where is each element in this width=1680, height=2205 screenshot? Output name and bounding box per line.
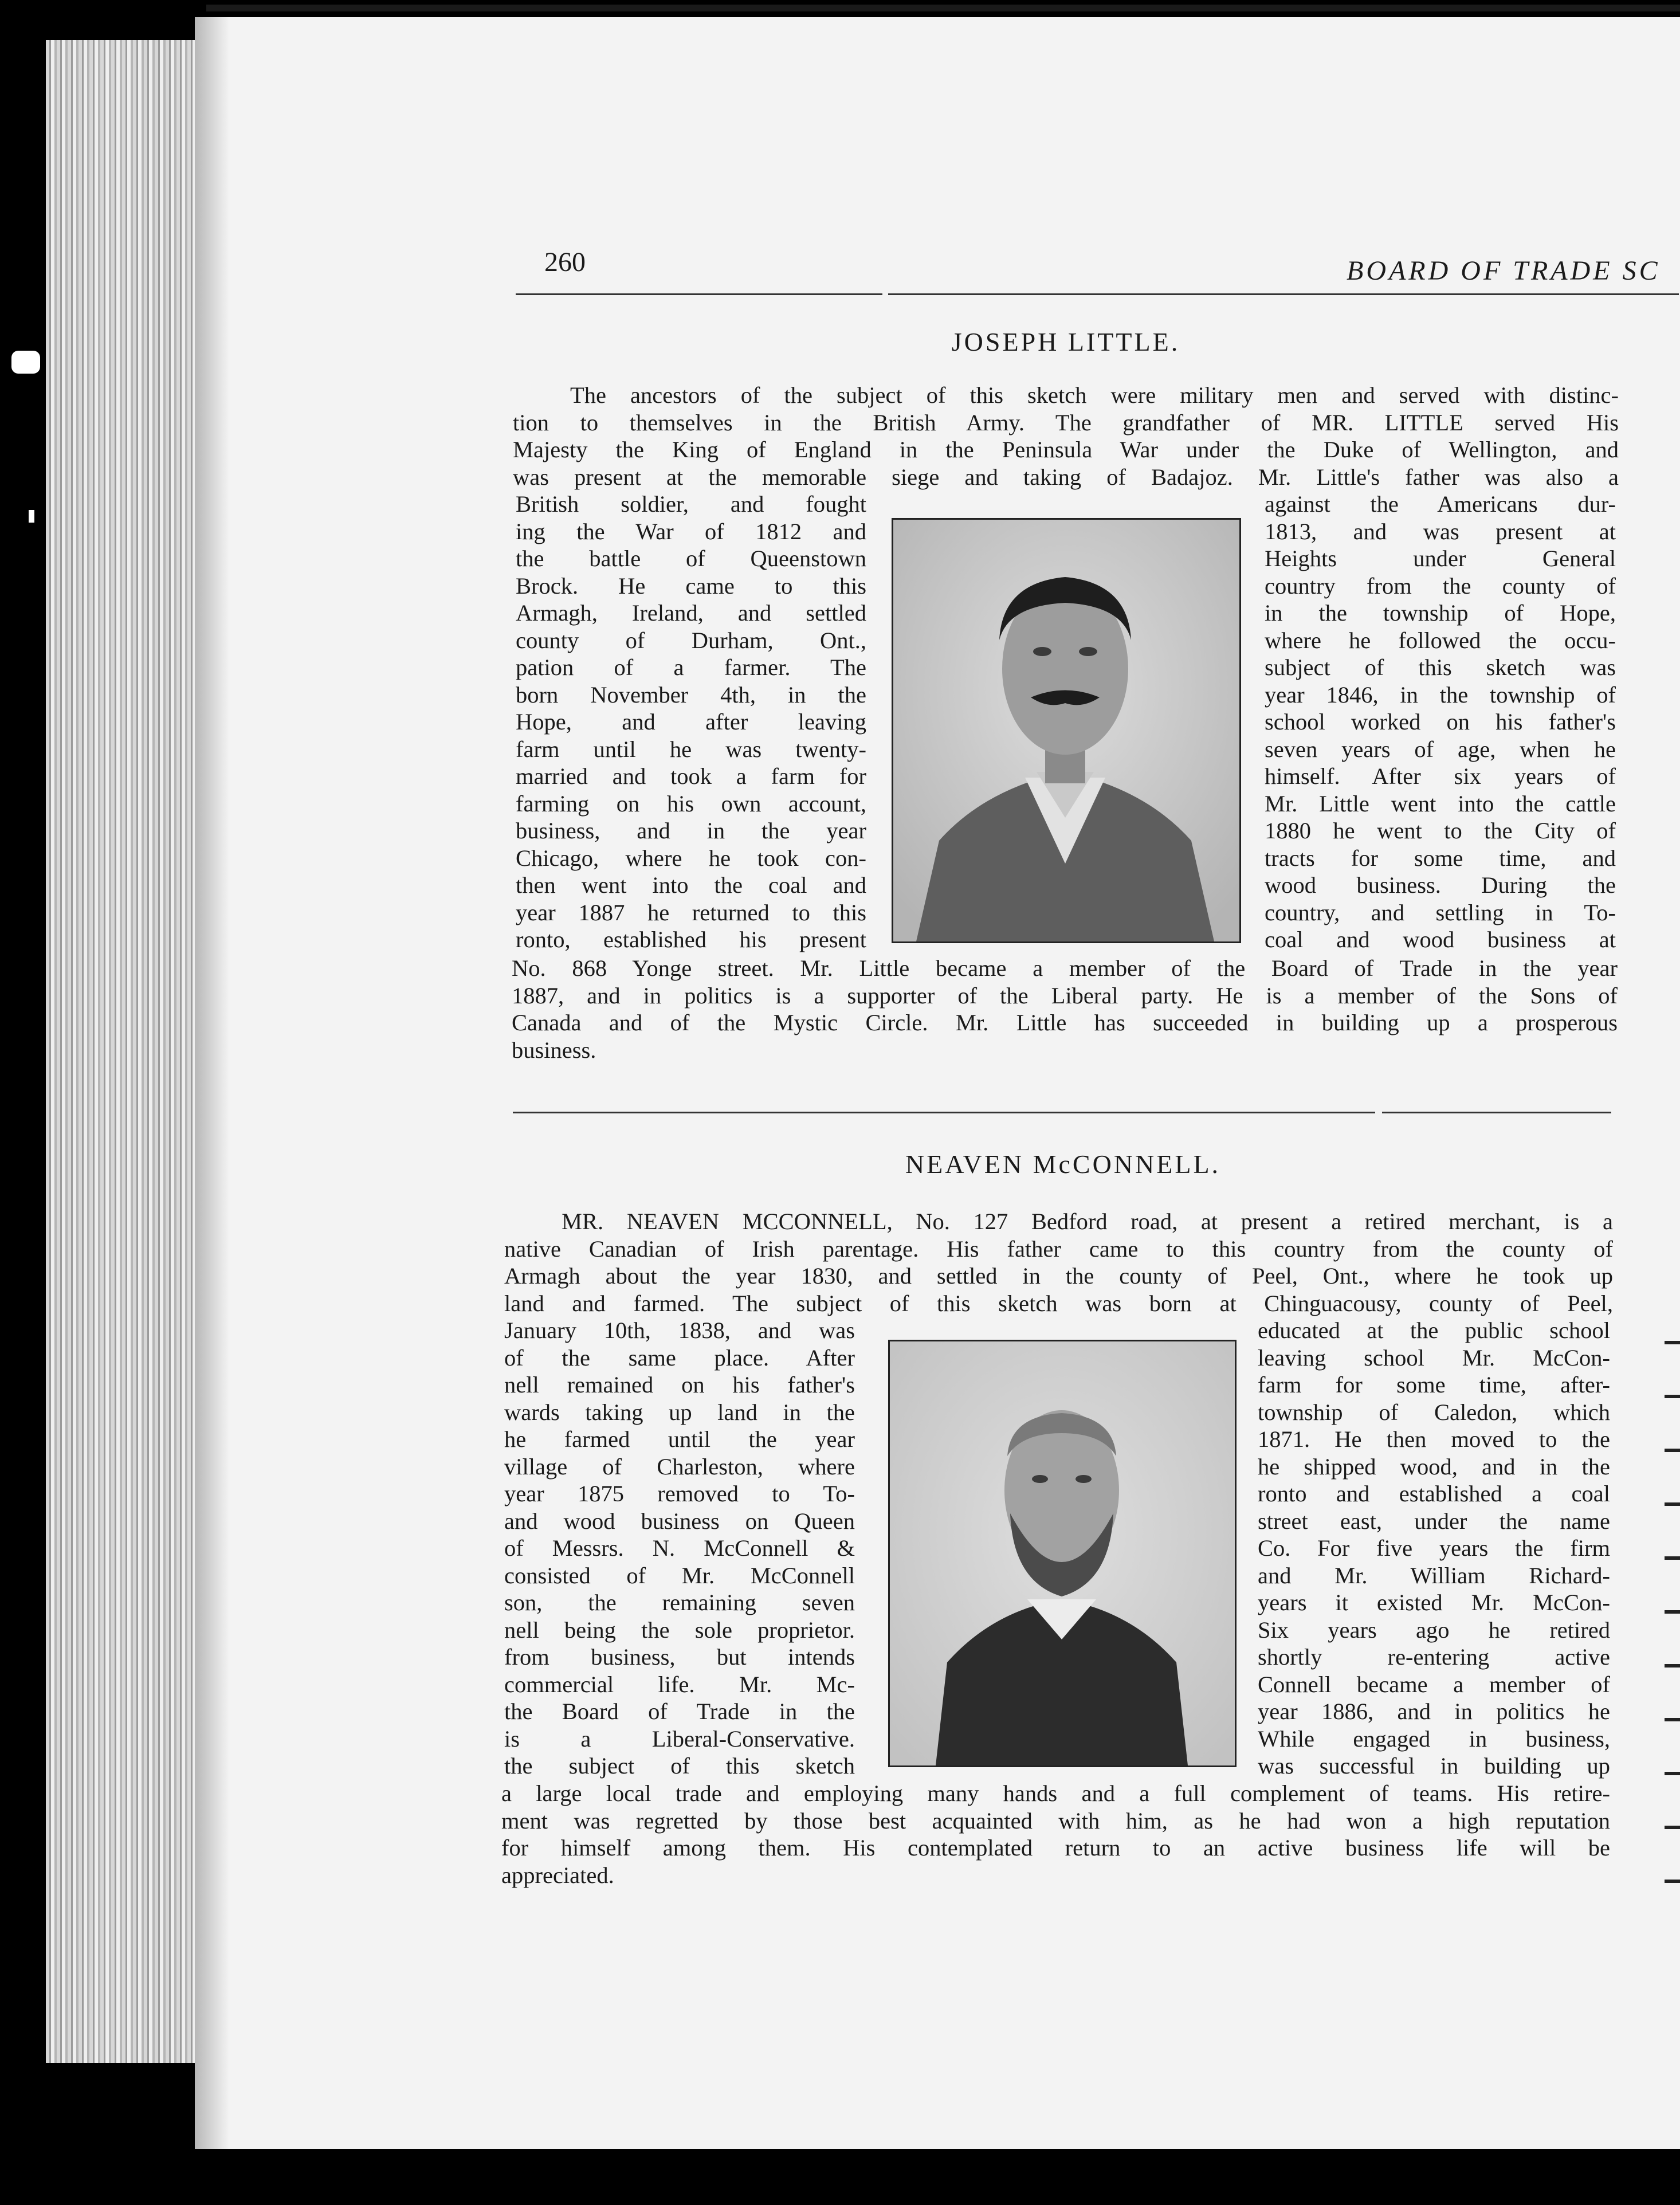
text-line: 1813, and was present at xyxy=(1265,518,1616,544)
text-line: of the same place. After xyxy=(504,1344,855,1371)
text-line: tracts for some time, and xyxy=(1265,845,1616,871)
text-line: and wood business on Queen xyxy=(504,1508,855,1534)
text-line: Six years ago he retired xyxy=(1258,1617,1610,1643)
page-number: 260 xyxy=(544,247,586,277)
scan-speck xyxy=(11,351,40,374)
text-line: where he followed the occu- xyxy=(1265,627,1616,653)
text-line: leaving school Mr. McCon- xyxy=(1258,1344,1610,1371)
text-line: native Canadian of Irish parentage. His father came to this country from the county of xyxy=(504,1235,1613,1262)
page-edge-stack xyxy=(46,40,218,2063)
text-line: Brock. He came to this xyxy=(516,572,866,599)
text-line: tion to themselves in the British Army. The grandfather of MR. LITTLE served His xyxy=(513,409,1619,435)
article-2-left-column xyxy=(504,1317,855,1780)
text-line: a large local trade and employing many hands and a full complement of teams. His retire- xyxy=(501,1780,1610,1806)
running-head: BOARD OF TRADE SC xyxy=(1347,256,1661,286)
text-line: then went into the coal and xyxy=(516,872,866,898)
next-page-fragment xyxy=(1665,1318,1680,1891)
text-line: 1871. He then moved to the xyxy=(1258,1426,1610,1452)
text-line: he shipped wood, and in the xyxy=(1258,1453,1610,1480)
article-1-lead xyxy=(513,382,1619,491)
portrait-neaven-mcconnell xyxy=(888,1340,1237,1767)
text-line: village of Charleston, where xyxy=(504,1453,855,1480)
text-line: year 1846, in the township of xyxy=(1265,681,1616,708)
text-line: the Board of Trade in the xyxy=(504,1698,855,1724)
text-line: farming on his own account, xyxy=(516,790,866,817)
text-line: Armagh about the year 1830, and settled in the county of Peel, Ont., where he took up xyxy=(504,1263,1613,1289)
text-line: and Mr. William Richard- xyxy=(1258,1562,1610,1588)
article-title-neaven-mcconnell: NEAVEN McCONNELL. xyxy=(905,1149,1221,1179)
text-line: year 1875 removed to To- xyxy=(504,1481,855,1506)
text-line: Hope, and after leaving xyxy=(516,709,866,735)
text-line: country, and settling in To- xyxy=(1265,899,1616,925)
text-line: ment was regretted by those best acquainted with him, as he had won a high reputation xyxy=(501,1807,1610,1834)
article-1-right-column xyxy=(1265,491,1616,954)
text-line: school worked on his father's xyxy=(1265,709,1616,735)
text-line: Co. For five years the firm xyxy=(1258,1535,1610,1561)
text-line: county of Durham, Ont., xyxy=(516,627,866,653)
text-line: years it existed Mr. McCon- xyxy=(1258,1590,1610,1615)
text-line: educated at the public school xyxy=(1258,1317,1610,1343)
text-line: The ancestors of the subject of this sketch were military men and served with distinc- xyxy=(570,382,1619,408)
text-line: Armagh, Ireland, and settled xyxy=(516,600,866,626)
text-line: was successful in building up xyxy=(1258,1753,1610,1779)
gutter-shadow xyxy=(195,17,229,2149)
article-2-right-column xyxy=(1258,1317,1610,1780)
portrait-image xyxy=(893,520,1239,941)
header-rule xyxy=(516,293,882,295)
text-line: farm for some time, after- xyxy=(1258,1372,1610,1398)
text-line: born November 4th, in the xyxy=(516,681,866,708)
text-line: married and took a farm for xyxy=(516,763,866,789)
text-line: son, the remaining seven xyxy=(504,1590,855,1615)
text-line: wood business. During the xyxy=(1265,872,1616,898)
article-divider xyxy=(513,1112,1375,1113)
text-line: land and farmed. The subject of this sketch was born at Chinguacousy, county of Peel, xyxy=(504,1290,1613,1316)
top-scan-border xyxy=(206,5,1680,11)
text-line: country from the county of xyxy=(1265,572,1616,599)
text-line: seven years of age, when he xyxy=(1265,736,1616,762)
text-line: himself. After six years of xyxy=(1265,763,1616,789)
text-line: subject of this sketch was xyxy=(1265,654,1616,680)
text-line: against the Americans dur- xyxy=(1265,491,1616,517)
text-line: from business, but intends xyxy=(504,1644,855,1670)
text-line: year 1886, and in politics he xyxy=(1258,1698,1610,1724)
article-divider xyxy=(1382,1112,1611,1113)
article-1-closing xyxy=(512,955,1618,1064)
text-line: 1880 he went to the City of xyxy=(1265,818,1616,843)
text-line: appreciated. xyxy=(501,1862,614,1888)
text-line: township of Caledon, which xyxy=(1258,1399,1610,1425)
text-line: the battle of Queenstown xyxy=(516,546,866,571)
text-line: consisted of Mr. McConnell xyxy=(504,1562,855,1588)
text-line: January 10th, 1838, and was xyxy=(504,1317,855,1343)
text-line: Majesty the King of England in the Peninsula War under the Duke of Wellington, and xyxy=(513,437,1619,462)
article-1-left-column xyxy=(516,491,866,954)
text-line: wards taking up land in the xyxy=(504,1399,855,1425)
text-line: MR. NEAVEN MCCONNELL, No. 127 Bedford road, at present a retired merchant, is a xyxy=(562,1209,1613,1234)
text-line: Canada and of the Mystic Circle. Mr. Little has succeeded in building up a prosperous xyxy=(512,1010,1618,1035)
article-2-closing xyxy=(501,1780,1610,1889)
text-line: nell remained on his father's xyxy=(504,1372,855,1398)
text-line: business. xyxy=(512,1037,596,1063)
text-line: he farmed until the year xyxy=(504,1426,855,1452)
text-line: for himself among them. His contemplated return to an active business life will be xyxy=(501,1835,1610,1861)
article-2-lead xyxy=(504,1208,1613,1317)
text-line: No. 868 Yonge street. Mr. Little became a member of the Board of Trade in the year xyxy=(512,955,1618,981)
text-line: commercial life. Mr. Mc- xyxy=(504,1671,855,1697)
text-line: While engaged in business, xyxy=(1258,1725,1610,1752)
text-line: nell being the sole proprietor. xyxy=(504,1617,855,1643)
text-line: Heights under General xyxy=(1265,546,1616,571)
text-line: Mr. Little went into the cattle xyxy=(1265,790,1616,817)
portrait-joseph-little xyxy=(892,518,1241,943)
header-rule xyxy=(888,293,1679,295)
text-line: of Messrs. N. McConnell & xyxy=(504,1535,855,1561)
text-line: business, and in the year xyxy=(516,818,866,843)
text-line: Connell became a member of xyxy=(1258,1671,1610,1697)
text-line: farm until he was twenty- xyxy=(516,736,866,762)
text-line: was present at the memorable siege and taking of Badajoz. Mr. Little's father was also a xyxy=(513,464,1619,490)
text-line: year 1887 he returned to this xyxy=(516,899,866,925)
article-title-joseph-little: JOSEPH LITTLE. xyxy=(951,327,1180,356)
text-line: coal and wood business at xyxy=(1265,927,1616,952)
text-line: British soldier, and fought xyxy=(516,491,866,517)
text-line: street east, under the name xyxy=(1258,1508,1610,1534)
text-line: ronto, established his present xyxy=(516,927,866,952)
text-line: in the township of Hope, xyxy=(1265,600,1616,626)
text-line: is a Liberal-Conservative. xyxy=(504,1725,855,1752)
text-line: the subject of this sketch xyxy=(504,1753,855,1779)
text-line: ronto and established a coal xyxy=(1258,1481,1610,1506)
scan-speck xyxy=(29,510,34,523)
text-line: 1887, and in politics is a supporter of the Liberal party. He is a member of the Sons of xyxy=(512,982,1618,1009)
text-line: Chicago, where he took con- xyxy=(516,845,866,871)
text-line: shortly re-entering active xyxy=(1258,1644,1610,1670)
text-line: pation of a farmer. The xyxy=(516,654,866,680)
portrait-image xyxy=(890,1341,1235,1765)
text-line: ing the War of 1812 and xyxy=(516,518,866,544)
